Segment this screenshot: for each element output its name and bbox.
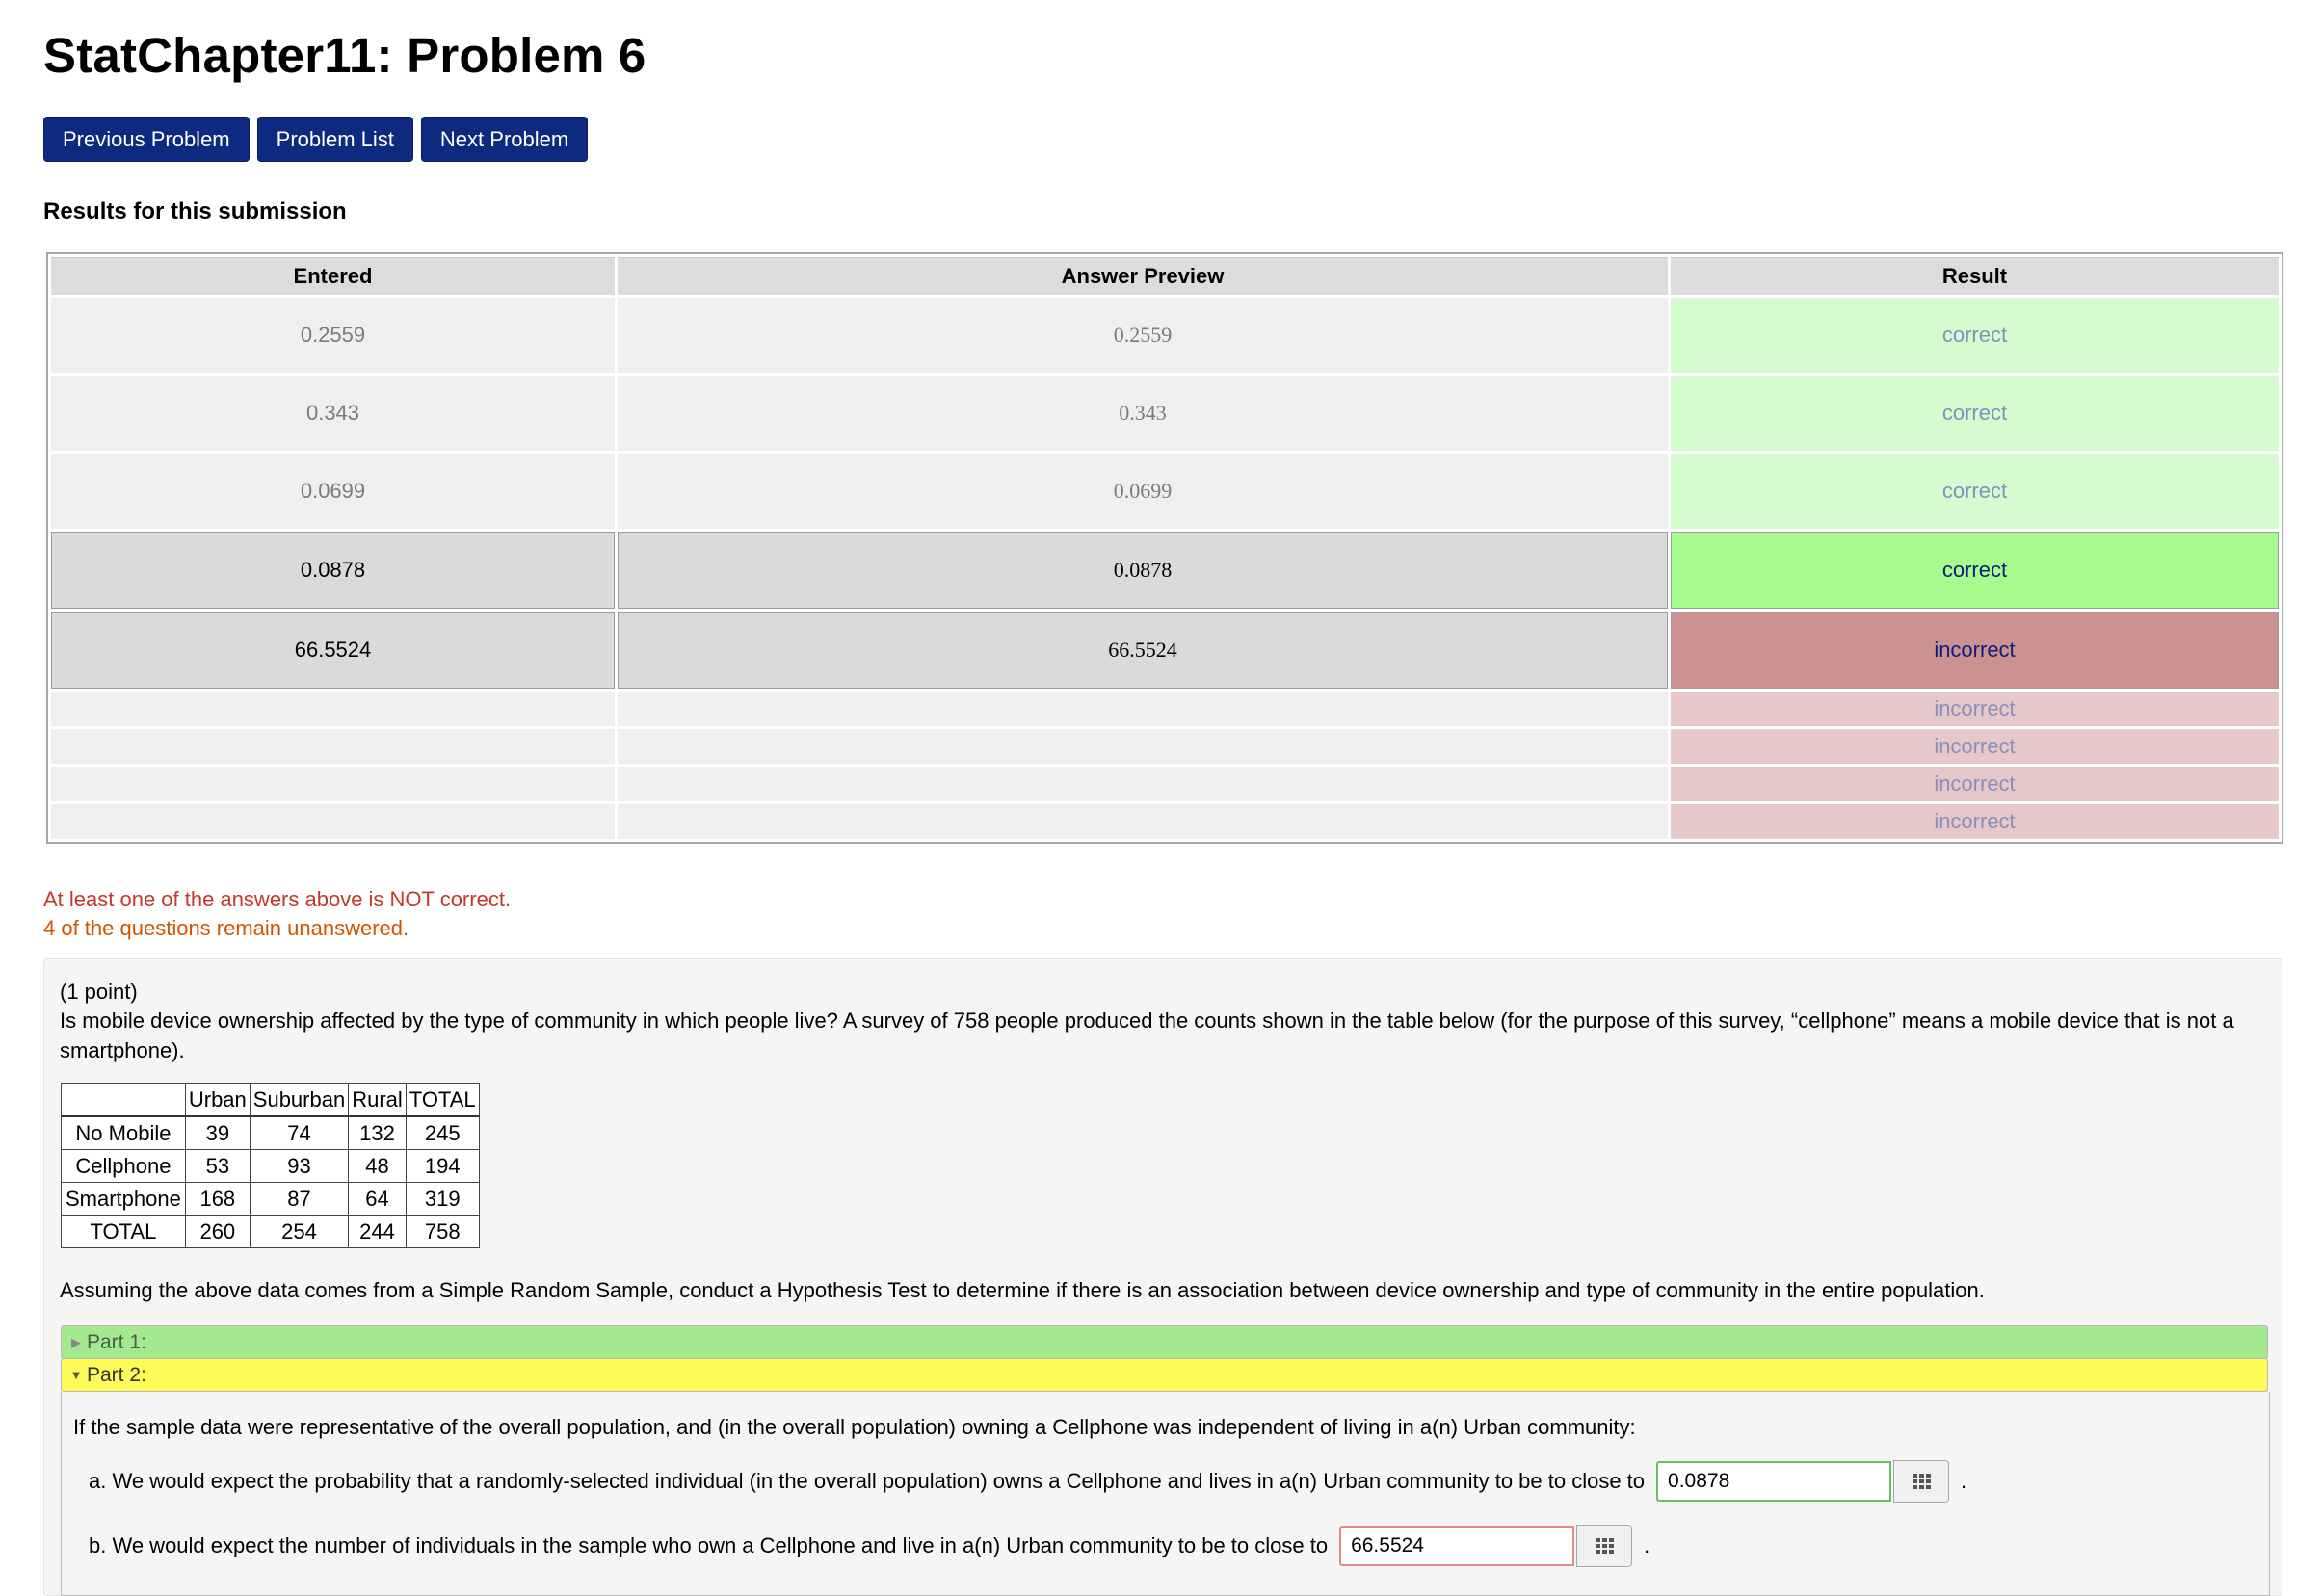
counts-row xyxy=(62,1216,480,1248)
counts-header-cell: Suburban xyxy=(250,1084,348,1117)
problem-nav xyxy=(43,117,588,162)
results-header-row xyxy=(51,257,2279,295)
counts-row-label: Smartphone xyxy=(62,1183,186,1216)
counts-cell: 132 xyxy=(349,1116,407,1150)
grid-icon xyxy=(1596,1538,1614,1554)
question-b-text: b. We would expect the number of individuals in the sample who own a Cellphone and live in a(n) Urban community to be to close to xyxy=(89,1533,1329,1557)
part-2-header[interactable] xyxy=(61,1358,2268,1392)
period: . xyxy=(1961,1469,1967,1493)
counts-cell: 64 xyxy=(349,1183,407,1216)
result-row xyxy=(51,454,2279,529)
result-row xyxy=(51,298,2279,373)
counts-header-cell: Urban xyxy=(185,1084,250,1117)
counts-header-row xyxy=(62,1084,480,1117)
counts-row-label: Cellphone xyxy=(62,1150,186,1183)
caret-right-icon: ▶ xyxy=(71,1334,81,1349)
result-row xyxy=(51,692,2279,726)
result-row xyxy=(51,376,2279,451)
result-cell: incorrect xyxy=(1671,767,2279,801)
preview-cell: 0.343 xyxy=(618,376,1668,451)
entered-cell: 66.5524 xyxy=(51,612,615,689)
counts-cell: 74 xyxy=(250,1116,348,1150)
result-row-current xyxy=(51,532,2279,609)
result-row xyxy=(51,804,2279,839)
result-cell: incorrect xyxy=(1671,612,2279,689)
result-cell: correct xyxy=(1671,454,2279,529)
result-row xyxy=(51,767,2279,801)
counts-cell: 319 xyxy=(406,1183,479,1216)
question-b xyxy=(89,1525,1649,1567)
counts-row xyxy=(62,1183,480,1216)
column-header-result: Result xyxy=(1671,257,2279,295)
counts-cell: 168 xyxy=(185,1183,250,1216)
counts-cell: 87 xyxy=(250,1183,348,1216)
result-cell: correct xyxy=(1671,532,2279,609)
preview-cell xyxy=(618,767,1668,801)
preview-cell: 66.5524 xyxy=(618,612,1668,689)
results-heading: Results for this submission xyxy=(43,198,347,224)
result-cell: correct xyxy=(1671,376,2279,451)
next-problem-button[interactable]: Next Problem xyxy=(421,117,588,162)
preview-cell xyxy=(618,692,1668,726)
column-header-entered: Entered xyxy=(51,257,615,295)
equation-editor-button[interactable] xyxy=(1893,1460,1949,1503)
part-1-label: Part 1: xyxy=(87,1330,146,1353)
preview-cell: 0.2559 xyxy=(618,298,1668,373)
previous-problem-button[interactable]: Previous Problem xyxy=(43,117,250,162)
counts-cell: 245 xyxy=(406,1116,479,1150)
result-cell: incorrect xyxy=(1671,692,2279,726)
entered-cell: 0.2559 xyxy=(51,298,615,373)
results-table xyxy=(46,252,2283,844)
counts-cell: 53 xyxy=(185,1150,250,1183)
question-a xyxy=(89,1460,1966,1503)
period: . xyxy=(1644,1533,1650,1557)
counts-header-cell: TOTAL xyxy=(406,1084,479,1117)
part-2-intro: If the sample data were representative of the overall population, and (in the overall population) owning a Cellphone was independent of living in a(n) Urban community: xyxy=(73,1415,1636,1439)
caret-down-icon: ▼ xyxy=(69,1368,83,1382)
result-cell: incorrect xyxy=(1671,729,2279,764)
result-row xyxy=(51,729,2279,764)
counts-row-label: No Mobile xyxy=(62,1116,186,1150)
counts-row-label: TOTAL xyxy=(62,1216,186,1248)
problem-assumption: Assuming the above data comes from a Simple Random Sample, conduct a Hypothesis Test to determine if there is an association between device ownership and type of community in the entire population. xyxy=(60,1278,1985,1302)
entered-cell: 0.343 xyxy=(51,376,615,451)
result-cell: correct xyxy=(1671,298,2279,373)
counts-cell: 758 xyxy=(406,1216,479,1248)
preview-cell xyxy=(618,804,1668,839)
not-correct-message: At least one of the answers above is NOT correct. xyxy=(43,887,512,911)
answer-a-input[interactable] xyxy=(1656,1461,1891,1502)
page-title: StatChapter11: Problem 6 xyxy=(43,28,646,83)
part-2-body xyxy=(61,1392,2270,1596)
equation-editor-button[interactable] xyxy=(1576,1525,1632,1567)
counts-cell: 254 xyxy=(250,1216,348,1248)
result-cell: incorrect xyxy=(1671,804,2279,839)
problem-points: (1 point) xyxy=(60,980,138,1004)
counts-cell: 244 xyxy=(349,1216,407,1248)
preview-cell: 0.0878 xyxy=(618,532,1668,609)
entered-cell xyxy=(51,804,615,839)
preview-cell xyxy=(618,729,1668,764)
part-2-label: Part 2: xyxy=(87,1363,146,1386)
counts-cell: 39 xyxy=(185,1116,250,1150)
entered-cell: 0.0699 xyxy=(51,454,615,529)
answer-b-input[interactable] xyxy=(1339,1526,1574,1566)
entered-cell xyxy=(51,729,615,764)
part-1-header[interactable] xyxy=(61,1325,2268,1359)
problem-intro: Is mobile device ownership affected by the type of community in which people live? A survey of 758 people produced the counts shown in the table below (for the purpose of this survey, “cellphone” means a mobile device that is not a smartphone). xyxy=(60,1008,2234,1062)
column-header-preview: Answer Preview xyxy=(618,257,1668,295)
grid-icon xyxy=(1913,1474,1931,1489)
counts-row xyxy=(62,1150,480,1183)
question-a-text: a. We would expect the probability that a randomly-selected individual (in the overall population) owns a Cellphone and lives in a(n) Urban community to be to close to xyxy=(89,1469,1646,1493)
problem-list-button[interactable]: Problem List xyxy=(257,117,413,162)
counts-cell: 93 xyxy=(250,1150,348,1183)
counts-cell: 194 xyxy=(406,1150,479,1183)
result-row-current xyxy=(51,612,2279,689)
counts-cell: 260 xyxy=(185,1216,250,1248)
counts-row xyxy=(62,1116,480,1150)
preview-cell: 0.0699 xyxy=(618,454,1668,529)
counts-table xyxy=(61,1083,480,1248)
entered-cell: 0.0878 xyxy=(51,532,615,609)
counts-cell: 48 xyxy=(349,1150,407,1183)
entered-cell xyxy=(51,767,615,801)
entered-cell xyxy=(51,692,615,726)
counts-corner-cell xyxy=(62,1084,186,1117)
unanswered-message: 4 of the questions remain unanswered. xyxy=(43,916,409,940)
problem-panel xyxy=(43,958,2282,1596)
counts-header-cell: Rural xyxy=(349,1084,407,1117)
